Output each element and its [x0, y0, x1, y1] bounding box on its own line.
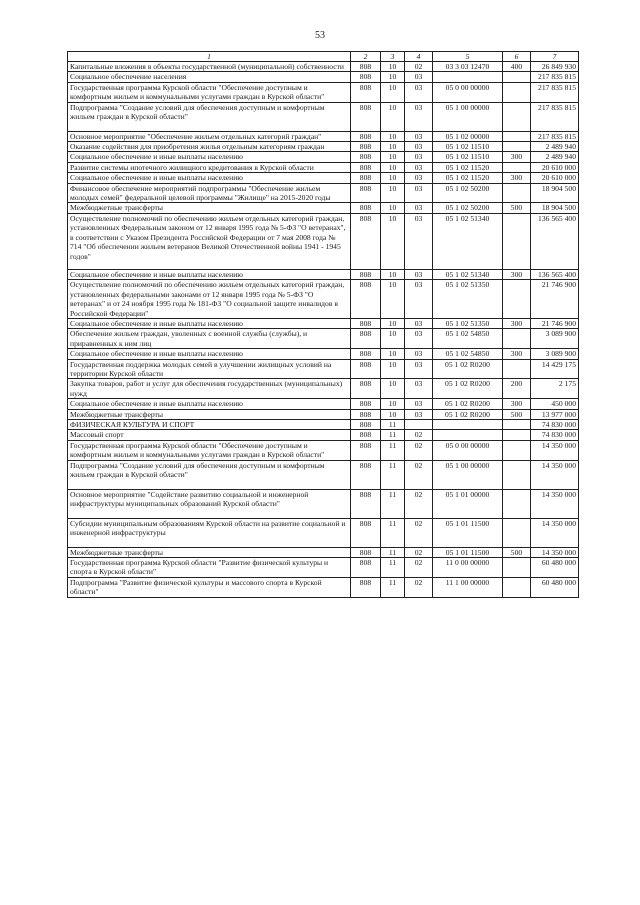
- row-expense-type-cell: [503, 460, 531, 489]
- row-expense-type-cell: [503, 142, 531, 152]
- column-header: 7: [531, 52, 579, 62]
- row-subsection-cell: 03: [405, 152, 433, 162]
- row-section-cell: 10: [381, 359, 405, 379]
- row-subsection-cell: 03: [405, 72, 433, 82]
- row-section-cell: 10: [381, 409, 405, 419]
- row-amount-cell: 14 350 000: [531, 460, 579, 489]
- row-section-cell: 10: [381, 318, 405, 328]
- row-subsection-cell: 03: [405, 82, 433, 102]
- row-subsection-cell: 03: [405, 131, 433, 141]
- row-code-cell: 808: [351, 329, 381, 349]
- row-target-article-cell: 05 1 02 11510: [433, 152, 503, 162]
- row-name-cell: Основное мероприятие "Содействие развитию социальной и инженерной инфраструктуры муниципальных образований Курской области": [68, 489, 351, 518]
- row-expense-type-cell: [503, 359, 531, 379]
- row-amount-cell: 450 000: [531, 399, 579, 409]
- row-subsection-cell: 03: [405, 409, 433, 419]
- row-target-article-cell: 11 0 00 00000: [433, 558, 503, 578]
- row-amount-cell: 20 610 000: [531, 162, 579, 172]
- row-amount-cell: 2 489 940: [531, 152, 579, 162]
- row-target-article-cell: 05 1 02 11520: [433, 173, 503, 183]
- row-amount-cell: 74 830 000: [531, 430, 579, 440]
- row-section-cell: 11: [381, 558, 405, 578]
- row-subsection-cell: 02: [405, 440, 433, 460]
- row-subsection-cell: 03: [405, 142, 433, 152]
- column-header: 5: [433, 52, 503, 62]
- row-expense-type-cell: 300: [503, 269, 531, 279]
- row-subsection-cell: 03: [405, 203, 433, 213]
- row-section-cell: 11: [381, 430, 405, 440]
- row-expense-type-cell: [503, 162, 531, 172]
- row-target-article-cell: 05 1 02 50200: [433, 203, 503, 213]
- row-code-cell: 808: [351, 430, 381, 440]
- table-row: [68, 213, 579, 269]
- column-header: 3: [381, 52, 405, 62]
- row-subsection-cell: 02: [405, 518, 433, 547]
- row-name-cell: Осуществление полномочий по обеспечению жильем отдельных категорий граждан, установленных Федеральным законом от 12 января 1995 года № 5-ФЗ "О ветеранах", в соответствии с Указом Президента Российской Федерации от 7 мая 2008 года № 714 "Об обеспечении жильем ветеранов Великой Отечественной войны 1941 - 1945 годов": [68, 213, 351, 269]
- row-section-cell: 10: [381, 203, 405, 213]
- row-section-cell: 10: [381, 131, 405, 141]
- row-subsection-cell: 03: [405, 183, 433, 203]
- row-section-cell: 11: [381, 419, 405, 429]
- row-code-cell: 808: [351, 419, 381, 429]
- row-amount-cell: 217 835 815: [531, 102, 579, 131]
- row-name-cell: Закупка товаров, работ и услуг для обеспечения государственных (муниципальных) нужд: [68, 379, 351, 399]
- row-code-cell: 808: [351, 379, 381, 399]
- table-row: [68, 280, 579, 319]
- row-subsection-cell: 03: [405, 318, 433, 328]
- row-amount-cell: 18 904 500: [531, 203, 579, 213]
- row-code-cell: 808: [351, 82, 381, 102]
- row-target-article-cell: 05 1 02 51340: [433, 213, 503, 269]
- row-name-cell: Социальное обеспечение и иные выплаты населению: [68, 399, 351, 409]
- row-target-article-cell: 05 1 02 51350: [433, 280, 503, 319]
- row-amount-cell: 74 830 000: [531, 419, 579, 429]
- row-section-cell: 10: [381, 102, 405, 131]
- table-row: [68, 409, 579, 419]
- row-code-cell: 808: [351, 72, 381, 82]
- row-expense-type-cell: 500: [503, 547, 531, 557]
- table-row: [68, 82, 579, 102]
- row-section-cell: 10: [381, 142, 405, 152]
- table-row: [68, 329, 579, 349]
- row-code-cell: 808: [351, 409, 381, 419]
- row-section-cell: 10: [381, 173, 405, 183]
- table-row: [68, 203, 579, 213]
- table-row: [68, 318, 579, 328]
- row-subsection-cell: 03: [405, 379, 433, 399]
- table-row: [68, 518, 579, 547]
- row-section-cell: 10: [381, 379, 405, 399]
- table-row: [68, 142, 579, 152]
- table-row: [68, 440, 579, 460]
- row-section-cell: 10: [381, 82, 405, 102]
- row-name-cell: Капитальные вложения в объекты государственной (муниципальной) собственности: [68, 62, 351, 72]
- row-code-cell: 808: [351, 183, 381, 203]
- row-expense-type-cell: [503, 72, 531, 82]
- page-number: 53: [315, 30, 325, 41]
- row-section-cell: 10: [381, 399, 405, 409]
- row-subsection-cell: 03: [405, 173, 433, 183]
- row-target-article-cell: 03 3 03 12470: [433, 62, 503, 72]
- row-expense-type-cell: [503, 440, 531, 460]
- table-row: [68, 430, 579, 440]
- row-name-cell: Финансовое обеспечение мероприятий подпрограммы "Обеспечение жильем молодых семей" федеральной целевой программы "Жилище" на 2015-2020 годы: [68, 183, 351, 203]
- row-name-cell: Межбюджетные трансферты: [68, 203, 351, 213]
- row-code-cell: 808: [351, 318, 381, 328]
- row-code-cell: 808: [351, 162, 381, 172]
- row-target-article-cell: 05 0 00 00000: [433, 82, 503, 102]
- row-section-cell: 10: [381, 62, 405, 72]
- row-target-article-cell: 11 1 00 00000: [433, 577, 503, 597]
- row-expense-type-cell: 400: [503, 62, 531, 72]
- row-subsection-cell: 02: [405, 430, 433, 440]
- table-body: [68, 62, 579, 598]
- table-header-row: [68, 52, 579, 62]
- row-expense-type-cell: [503, 518, 531, 547]
- row-name-cell: Развитие системы ипотечного жилищного кредитования в Курской области: [68, 162, 351, 172]
- row-target-article-cell: 05 1 02 R0200: [433, 399, 503, 409]
- row-name-cell: Государственная программа Курской области "Развитие физической культуры и спорта в Курской области": [68, 558, 351, 578]
- row-code-cell: 808: [351, 213, 381, 269]
- row-name-cell: Государственная программа Курской области "Обеспечение доступным и комфортным жильем и коммунальными услугами граждан в Курской области": [68, 82, 351, 102]
- row-amount-cell: 14 350 000: [531, 518, 579, 547]
- row-name-cell: Основное мероприятие "Обеспечение жильем отдельных категорий граждан": [68, 131, 351, 141]
- row-target-article-cell: 05 0 00 00000: [433, 440, 503, 460]
- row-target-article-cell: 05 1 02 R0200: [433, 409, 503, 419]
- row-amount-cell: 136 565 400: [531, 269, 579, 279]
- table-row: [68, 62, 579, 72]
- row-name-cell: Массовый спорт: [68, 430, 351, 440]
- row-target-article-cell: 05 1 02 51350: [433, 318, 503, 328]
- row-amount-cell: 14 350 000: [531, 489, 579, 518]
- row-target-article-cell: 05 1 02 51340: [433, 269, 503, 279]
- row-subsection-cell: 02: [405, 62, 433, 72]
- table-row: [68, 399, 579, 409]
- row-section-cell: 11: [381, 518, 405, 547]
- row-code-cell: 808: [351, 440, 381, 460]
- row-section-cell: 10: [381, 162, 405, 172]
- row-target-article-cell: [433, 430, 503, 440]
- row-name-cell: Социальное обеспечение и иные выплаты населению: [68, 318, 351, 328]
- row-code-cell: 808: [351, 489, 381, 518]
- row-expense-type-cell: [503, 577, 531, 597]
- row-target-article-cell: [433, 72, 503, 82]
- row-expense-type-cell: [503, 558, 531, 578]
- row-target-article-cell: 05 1 02 R0200: [433, 359, 503, 379]
- row-amount-cell: 2 175: [531, 379, 579, 399]
- row-code-cell: 808: [351, 173, 381, 183]
- row-target-article-cell: 05 1 02 50200: [433, 183, 503, 203]
- row-expense-type-cell: [503, 183, 531, 203]
- row-section-cell: 10: [381, 329, 405, 349]
- row-section-cell: 10: [381, 152, 405, 162]
- row-code-cell: 808: [351, 131, 381, 141]
- table-row: [68, 460, 579, 489]
- row-section-cell: 10: [381, 280, 405, 319]
- row-code-cell: 808: [351, 269, 381, 279]
- row-expense-type-cell: 200: [503, 379, 531, 399]
- row-expense-type-cell: [503, 329, 531, 349]
- row-code-cell: 808: [351, 399, 381, 409]
- row-code-cell: 808: [351, 460, 381, 489]
- row-expense-type-cell: [503, 82, 531, 102]
- row-amount-cell: 3 089 900: [531, 329, 579, 349]
- table-row: [68, 269, 579, 279]
- row-amount-cell: 217 835 815: [531, 72, 579, 82]
- row-subsection-cell: 02: [405, 547, 433, 557]
- row-target-article-cell: 05 1 00 00000: [433, 460, 503, 489]
- row-subsection-cell: 03: [405, 213, 433, 269]
- row-section-cell: 11: [381, 577, 405, 597]
- table-row: [68, 489, 579, 518]
- row-target-article-cell: 05 1 01 11500: [433, 518, 503, 547]
- row-code-cell: 808: [351, 152, 381, 162]
- row-target-article-cell: 05 1 01 11500: [433, 547, 503, 557]
- row-name-cell: Социальное обеспечение и иные выплаты населению: [68, 349, 351, 359]
- row-expense-type-cell: [503, 102, 531, 131]
- row-subsection-cell: 02: [405, 558, 433, 578]
- row-expense-type-cell: [503, 213, 531, 269]
- row-name-cell: ФИЗИЧЕСКАЯ КУЛЬТУРА И СПОРТ: [68, 419, 351, 429]
- row-name-cell: Государственная программа Курской области "Обеспечение доступным и комфортным жильем и коммунальными услугами граждан в Курской области": [68, 440, 351, 460]
- row-amount-cell: 21 746 900: [531, 280, 579, 319]
- row-name-cell: Межбюджетные трансферты: [68, 547, 351, 557]
- row-amount-cell: 217 835 815: [531, 82, 579, 102]
- row-section-cell: 11: [381, 440, 405, 460]
- row-amount-cell: 13 977 000: [531, 409, 579, 419]
- table-row: [68, 419, 579, 429]
- row-section-cell: 11: [381, 547, 405, 557]
- row-amount-cell: 21 746 900: [531, 318, 579, 328]
- row-target-article-cell: 05 1 02 11510: [433, 142, 503, 152]
- column-header: 2: [351, 52, 381, 62]
- row-section-cell: 10: [381, 213, 405, 269]
- row-name-cell: Подпрограмма "Развитие физической культуры и массового спорта в Курской области": [68, 577, 351, 597]
- row-target-article-cell: 05 1 02 00000: [433, 131, 503, 141]
- row-amount-cell: 136 565 400: [531, 213, 579, 269]
- column-header: 1: [68, 52, 351, 62]
- table-row: [68, 183, 579, 203]
- row-section-cell: 10: [381, 72, 405, 82]
- row-section-cell: 10: [381, 269, 405, 279]
- row-subsection-cell: 03: [405, 280, 433, 319]
- row-code-cell: 808: [351, 359, 381, 379]
- table-row: [68, 102, 579, 131]
- row-amount-cell: 3 089 900: [531, 349, 579, 359]
- table-row: [68, 547, 579, 557]
- row-code-cell: 808: [351, 349, 381, 359]
- row-subsection-cell: 03: [405, 349, 433, 359]
- row-expense-type-cell: [503, 131, 531, 141]
- budget-table: [67, 51, 579, 598]
- row-target-article-cell: 05 1 02 R0200: [433, 379, 503, 399]
- row-code-cell: 808: [351, 62, 381, 72]
- row-expense-type-cell: [503, 430, 531, 440]
- row-amount-cell: 217 835 815: [531, 131, 579, 141]
- table-row: [68, 131, 579, 141]
- row-amount-cell: 60 480 000: [531, 558, 579, 578]
- row-target-article-cell: 05 1 01 00000: [433, 489, 503, 518]
- row-target-article-cell: 05 1 02 54850: [433, 329, 503, 349]
- row-amount-cell: 14 350 000: [531, 440, 579, 460]
- row-name-cell: Социальное обеспечение и иные выплаты населению: [68, 269, 351, 279]
- row-target-article-cell: 05 1 00 00000: [433, 102, 503, 131]
- row-subsection-cell: 02: [405, 489, 433, 518]
- row-code-cell: 808: [351, 102, 381, 131]
- table-row: [68, 577, 579, 597]
- row-subsection-cell: 02: [405, 577, 433, 597]
- row-subsection-cell: 03: [405, 162, 433, 172]
- row-target-article-cell: 05 1 02 11520: [433, 162, 503, 172]
- table-row: [68, 152, 579, 162]
- table-row: [68, 558, 579, 578]
- row-subsection-cell: 03: [405, 329, 433, 349]
- row-section-cell: 10: [381, 349, 405, 359]
- row-name-cell: Субсидии муниципальным образованиям Курской области на развитие социальной и инженерной инфраструктуры: [68, 518, 351, 547]
- row-subsection-cell: 03: [405, 399, 433, 409]
- table-row: [68, 72, 579, 82]
- row-subsection-cell: 03: [405, 102, 433, 131]
- row-name-cell: Подпрограмма "Создание условий для обеспечения доступным и комфортным жильем граждан в Курской области": [68, 460, 351, 489]
- table-row: [68, 349, 579, 359]
- row-subsection-cell: 03: [405, 359, 433, 379]
- row-name-cell: Государственная поддержка молодых семей в улучшении жилищных условий на территории Курской области: [68, 359, 351, 379]
- row-section-cell: 10: [381, 183, 405, 203]
- table-row: [68, 359, 579, 379]
- row-code-cell: 808: [351, 547, 381, 557]
- table-row: [68, 173, 579, 183]
- row-amount-cell: 2 489 940: [531, 142, 579, 152]
- row-code-cell: 808: [351, 558, 381, 578]
- table-row: [68, 162, 579, 172]
- row-expense-type-cell: 300: [503, 399, 531, 409]
- row-name-cell: Оказание содействия для приобретения жилья отдельным категориям граждан: [68, 142, 351, 152]
- row-amount-cell: 14 350 000: [531, 547, 579, 557]
- row-expense-type-cell: 500: [503, 409, 531, 419]
- row-amount-cell: 18 904 500: [531, 183, 579, 203]
- row-expense-type-cell: [503, 280, 531, 319]
- row-amount-cell: 26 849 930: [531, 62, 579, 72]
- row-expense-type-cell: 300: [503, 173, 531, 183]
- row-subsection-cell: 02: [405, 460, 433, 489]
- column-header: 4: [405, 52, 433, 62]
- row-expense-type-cell: 500: [503, 203, 531, 213]
- row-expense-type-cell: [503, 489, 531, 518]
- row-name-cell: Осуществление полномочий по обеспечению жильем отдельных категорий граждан, установленных федеральными законами от 12 января 1995 года № 5-ФЗ "О ветеранах" и от 24 ноября 1995 года № 181-ФЗ "О социальной защите инвалидов в Российской Федерации": [68, 280, 351, 319]
- row-name-cell: Подпрограмма "Создание условий для обеспечения доступным и комфортным жильем граждан в Курской области": [68, 102, 351, 131]
- table-row: [68, 379, 579, 399]
- row-code-cell: 808: [351, 518, 381, 547]
- row-expense-type-cell: 300: [503, 349, 531, 359]
- row-name-cell: Социальное обеспечение населения: [68, 72, 351, 82]
- row-section-cell: 11: [381, 489, 405, 518]
- row-name-cell: Социальное обеспечение и иные выплаты населению: [68, 173, 351, 183]
- row-amount-cell: 20 610 000: [531, 173, 579, 183]
- row-subsection-cell: [405, 419, 433, 429]
- row-amount-cell: 14 429 175: [531, 359, 579, 379]
- row-expense-type-cell: [503, 419, 531, 429]
- row-name-cell: Межбюджетные трансферты: [68, 409, 351, 419]
- column-header: 6: [503, 52, 531, 62]
- row-target-article-cell: 05 1 02 54850: [433, 349, 503, 359]
- row-code-cell: 808: [351, 203, 381, 213]
- row-code-cell: 808: [351, 280, 381, 319]
- row-code-cell: 808: [351, 142, 381, 152]
- row-name-cell: Социальное обеспечение и иные выплаты населению: [68, 152, 351, 162]
- row-expense-type-cell: 300: [503, 318, 531, 328]
- row-amount-cell: 60 480 000: [531, 577, 579, 597]
- row-name-cell: Обеспечение жильем граждан, уволенных с военной службы (службы), и приравненных к ним лиц: [68, 329, 351, 349]
- row-code-cell: 808: [351, 577, 381, 597]
- row-expense-type-cell: 300: [503, 152, 531, 162]
- row-subsection-cell: 03: [405, 269, 433, 279]
- row-section-cell: 11: [381, 460, 405, 489]
- row-target-article-cell: [433, 419, 503, 429]
